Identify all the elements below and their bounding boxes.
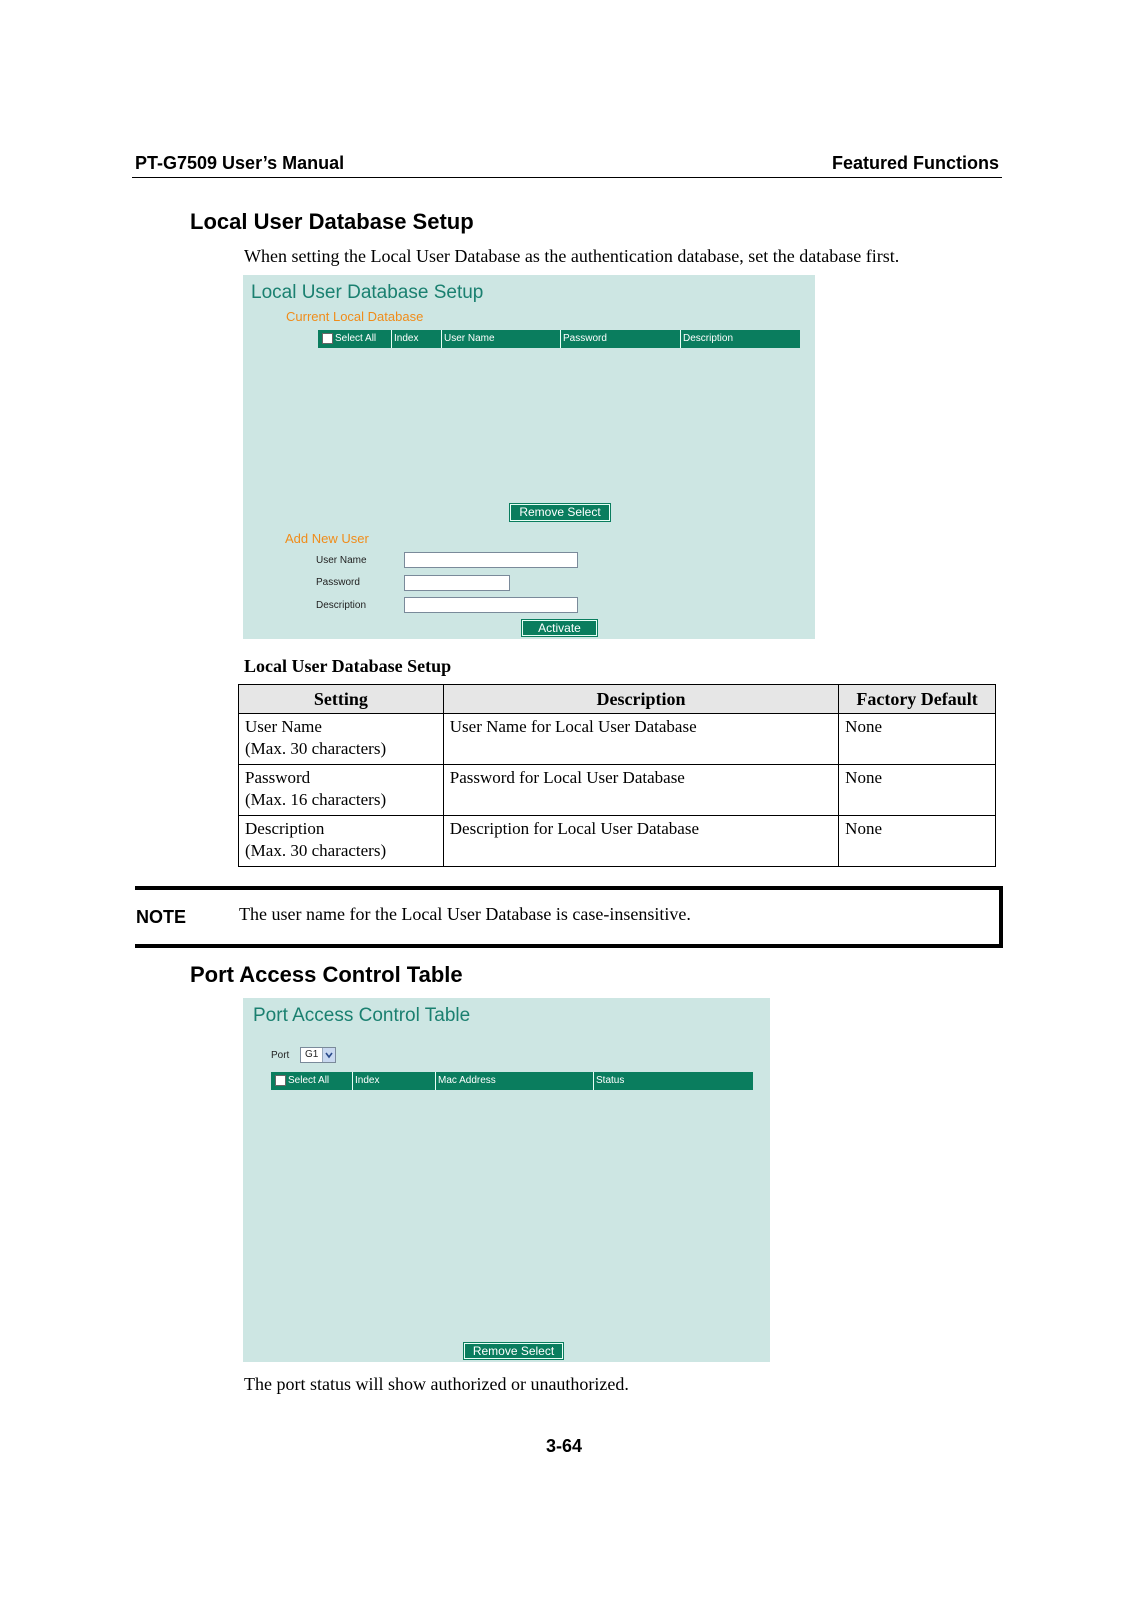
- column-index: Index: [391, 330, 441, 348]
- current-db-subtitle: Current Local Database: [286, 309, 424, 324]
- table-row: [239, 765, 996, 816]
- setting-name: Password: [245, 768, 311, 787]
- setting-cell: [239, 714, 444, 765]
- port-select-value: G1: [305, 1049, 319, 1060]
- note-text: The user name for the Local User Database is case-insensitive.: [239, 904, 691, 924]
- current-db-table-header: [318, 330, 800, 348]
- note-right-rule: [999, 886, 1003, 948]
- default-cell: None: [839, 714, 996, 765]
- port-label: Port: [271, 1050, 290, 1061]
- port-status-paragraph: The port status will show authorized or unauthorized.: [244, 1374, 629, 1394]
- header-setting: Setting: [239, 685, 444, 714]
- screenshot-title: Local User Database Setup: [251, 282, 484, 303]
- intro-paragraph: When setting the Local User Database as the authentication database, set the database first.: [244, 246, 900, 266]
- description-cell: User Name for Local User Database: [443, 714, 838, 765]
- setting-limit: (Max. 30 characters): [245, 841, 387, 860]
- add-new-user-subtitle: Add New User: [285, 531, 369, 546]
- select-all-header[interactable]: [318, 330, 391, 348]
- section-heading-port-access: Port Access Control Table: [190, 962, 463, 987]
- user-name-label: User Name: [316, 555, 367, 566]
- setting-limit: (Max. 16 characters): [245, 790, 387, 809]
- note-label: NOTE: [136, 907, 187, 927]
- description-cell: Password for Local User Database: [443, 765, 838, 816]
- activate-button[interactable]: Activate: [522, 620, 597, 636]
- column-description: Description: [680, 330, 800, 348]
- select-all-checkbox[interactable]: [275, 1075, 286, 1086]
- description-cell: Description for Local User Database: [443, 816, 838, 867]
- note-bottom-rule: [135, 944, 1003, 948]
- port-table-header: [271, 1072, 753, 1090]
- select-all-checkbox[interactable]: [322, 333, 333, 344]
- setting-name: Description: [245, 819, 325, 838]
- column-index: Index: [352, 1072, 435, 1090]
- chapter-title: Featured Functions: [831, 153, 999, 173]
- screenshot-title: Port Access Control Table: [253, 1005, 471, 1026]
- description-label: Description: [316, 600, 367, 611]
- header-factory-default: Factory Default: [839, 685, 996, 714]
- page-number: 3-64: [546, 1436, 583, 1456]
- column-status: Status: [593, 1072, 753, 1090]
- select-all-label: Select All: [335, 333, 377, 344]
- port-access-screenshot: [243, 998, 770, 1362]
- table-row: [239, 714, 996, 765]
- setting-cell: [239, 816, 444, 867]
- header-description: Description: [443, 685, 838, 714]
- local-user-db-screenshot: [243, 275, 815, 639]
- chevron-down-icon[interactable]: [322, 1048, 335, 1062]
- default-cell: None: [839, 765, 996, 816]
- select-all-label: Select All: [288, 1075, 330, 1086]
- column-user-name: User Name: [441, 330, 560, 348]
- section-heading-local-user-db: Local User Database Setup: [190, 209, 474, 234]
- table-header-row: [239, 685, 996, 714]
- header-rule: [132, 177, 1002, 178]
- setting-limit: (Max. 30 characters): [245, 739, 387, 758]
- setting-name: User Name: [245, 717, 322, 736]
- password-label: Password: [316, 577, 360, 588]
- settings-table: [238, 684, 996, 867]
- note-top-rule: [135, 886, 1003, 890]
- select-all-header[interactable]: [271, 1072, 352, 1090]
- setting-cell: [239, 765, 444, 816]
- remove-select-button[interactable]: Remove Select: [464, 1343, 563, 1359]
- column-password: Password: [560, 330, 680, 348]
- remove-select-button[interactable]: Remove Select: [510, 504, 610, 521]
- table-caption: Local User Database Setup: [244, 656, 452, 676]
- user-name-input[interactable]: [404, 552, 578, 568]
- manual-title: PT-G7509 User’s Manual: [135, 153, 345, 173]
- port-select[interactable]: [300, 1047, 336, 1063]
- description-input[interactable]: [404, 597, 578, 613]
- password-input[interactable]: [404, 575, 510, 591]
- table-row: [239, 816, 996, 867]
- default-cell: None: [839, 816, 996, 867]
- column-mac-address: Mac Address: [435, 1072, 593, 1090]
